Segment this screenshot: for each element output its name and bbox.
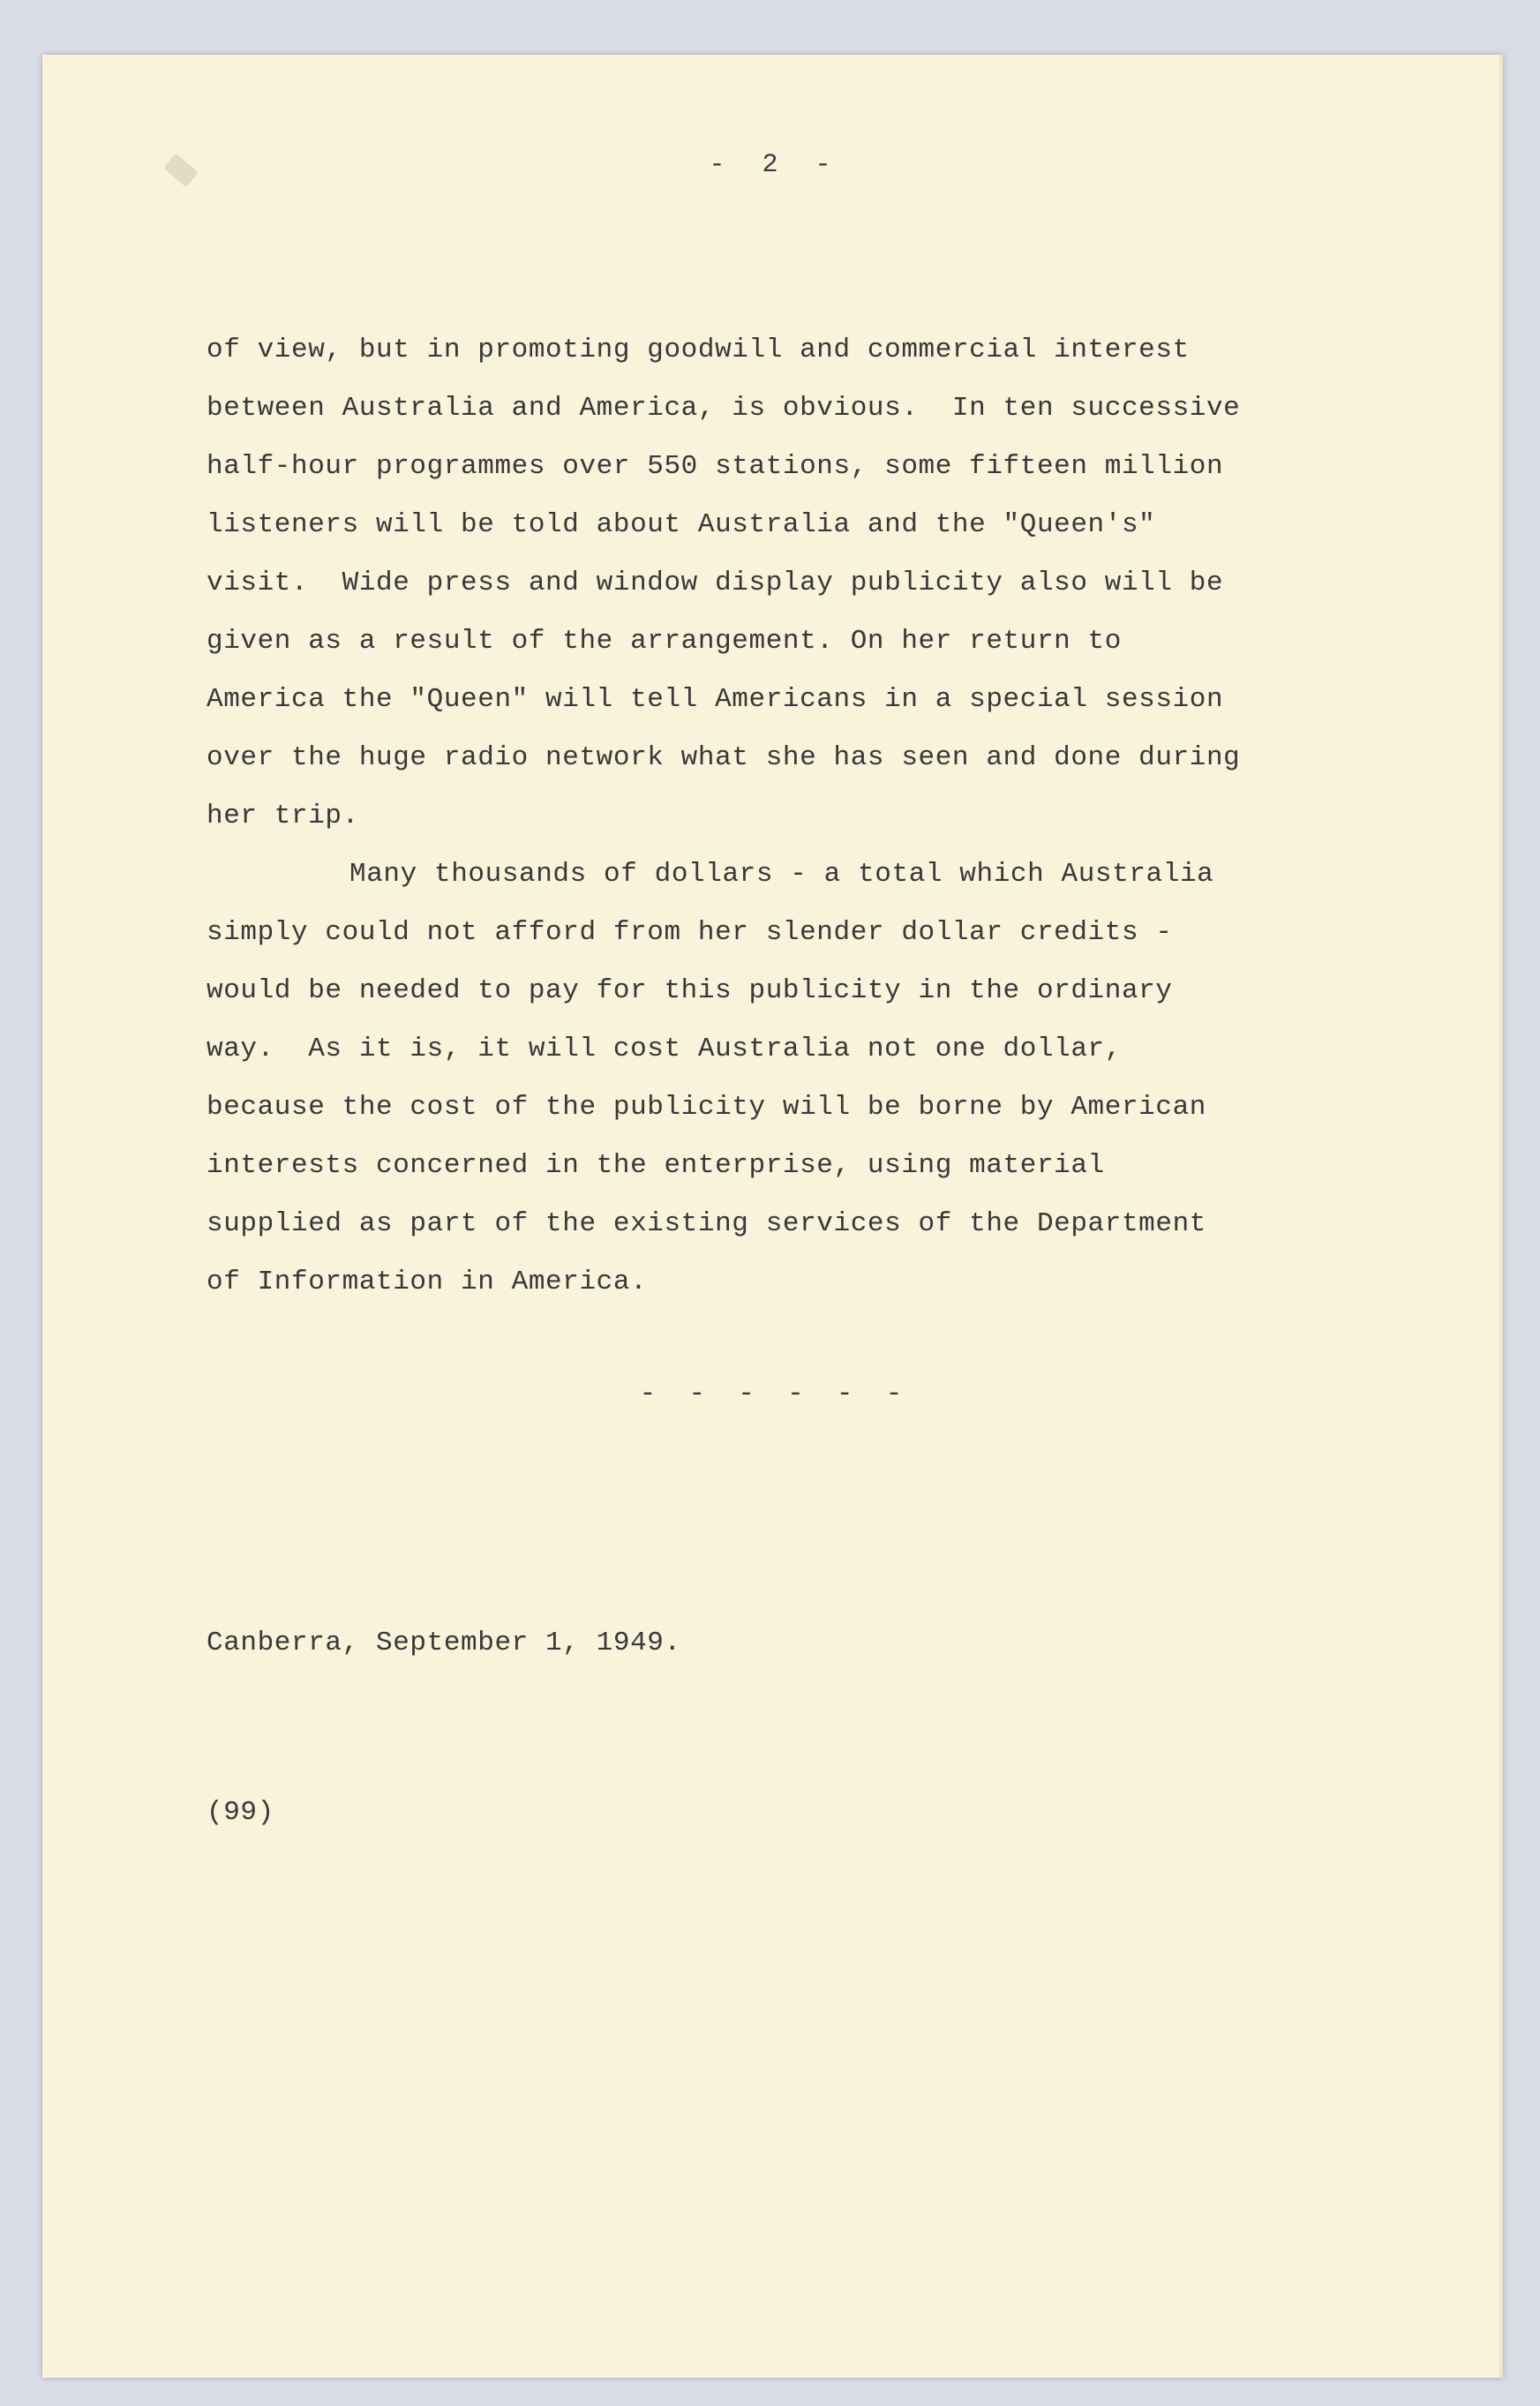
text-line: over the huge radio network what she has seen and done during — [207, 742, 1241, 773]
page-number: - 2 - — [709, 150, 833, 180]
text-line: simply could not afford from her slender dollar credits - — [207, 917, 1173, 948]
place-date: Canberra, September 1, 1949. — [207, 1628, 681, 1658]
text-line: supplied as part of the existing services of the Department — [207, 1208, 1206, 1239]
paragraph-start-line: Many thousands of dollars - a total which Australia — [349, 859, 1214, 890]
document-page — [42, 55, 1503, 2378]
text-line: way. As it is, it will cost Australia not one dollar, — [207, 1034, 1122, 1064]
text-line: her trip. — [207, 801, 359, 831]
text-line: visit. Wide press and window display publicity also will be — [207, 568, 1224, 598]
text-line: would be needed to pay for this publicity in the ordinary — [207, 975, 1173, 1006]
text-line: of Information in America. — [207, 1267, 648, 1297]
text-line: of view, but in promoting goodwill and commercial interest — [207, 335, 1190, 365]
text-line: listeners will be told about Australia and the "Queen's" — [207, 509, 1156, 540]
text-line: between Australia and America, is obvious. In ten successive — [207, 393, 1241, 424]
text-line: half-hour programmes over 550 stations, some fifteen million — [207, 451, 1224, 482]
dateline — [207, 1502, 681, 1954]
text-line: interests concerned in the enterprise, using material — [207, 1150, 1105, 1181]
text-line: because the cost of the publicity will be borne by American — [207, 1092, 1206, 1123]
section-separator: - - - - - - — [639, 1379, 903, 1410]
text-line: given as a result of the arrangement. On her return to — [207, 626, 1122, 657]
text-line: America the "Queen" will tell Americans in a special session — [207, 684, 1224, 715]
body-text — [207, 321, 1354, 1312]
reference-number: (99) — [207, 1797, 274, 1828]
